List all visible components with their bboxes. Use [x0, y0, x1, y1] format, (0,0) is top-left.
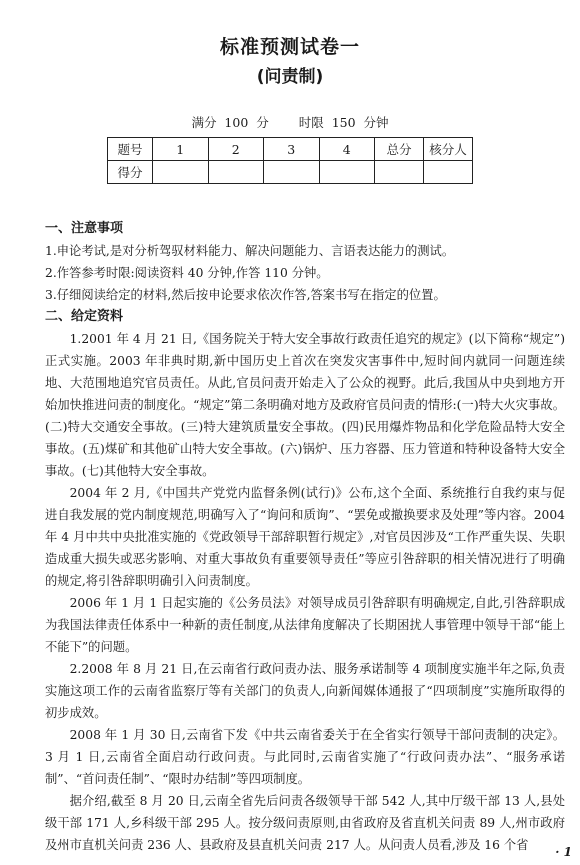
- full-score: 满分 100 分: [191, 115, 269, 130]
- score-row-label: 得分: [108, 161, 153, 184]
- score-header-cell: 1: [153, 138, 209, 161]
- material-paragraph: 2008 年 1 月 30 日,云南省下发《中共云南省委关于在全省实行领导干部问责制的决定》。3 月 1 日,云南省全面启动行政问责。与此同时,云南省实施了“行政问责办法”、“服务承诺制”、“首问责任制”、“限时办结制”等四项制度。: [45, 728, 565, 786]
- score-header-cell: 3: [264, 138, 320, 161]
- note-item: 1.申论考试,是对分析驾驭材料能力、解决问题能力、言语表达能力的测试。: [45, 244, 455, 258]
- score-cell: [424, 161, 473, 184]
- score-table-header-row: [108, 138, 473, 161]
- score-header-cell: 总分: [375, 138, 424, 161]
- score-cell: [264, 161, 320, 184]
- material-paragraph: 2.2008 年 8 月 21 日,在云南省行政问责办法、服务承诺制等 4 项制度实施半年之际,负责实施这项工作的云南省监察厅等有关部门的负责人,向新闻媒体通报了“四项制度”实施所取得的初步成效。: [45, 662, 565, 720]
- material-paragraph: 据介绍,截至 8 月 20 日,云南全省先后问责各级领导干部 542 人,其中厅级干部 13 人,县处级干部 171 人,乡科级干部 295 人。按分级问责原则,由省政府及省直机关问责 89 人,州市政府及州市直机关问责 236 人、县政府及县直机关问责 217 人。从问责人员看,涉及 16 个省: [45, 794, 565, 852]
- page-title: 标准预测试卷一: [219, 36, 360, 58]
- score-cell: [153, 161, 209, 184]
- material-paragraph: 1.2001 年 4 月 21 日,《国务院关于特大安全事故行政责任追究的规定》(以下简称“规定”)正式实施。2003 年非典时期,新中国历史上首次在突发灾害事件中,短时间内就同一问题连续地、大范围地追究官员责任。从此,官员问责开始走入了公众的视野。此后,我国从中央到地方开始加快推进问责的制度化。“规定”第二条明确对地方及政府官员问责的情形:(一)特大火灾事故。(二)特大交通安全事故。(三)特大建筑质量安全事故。(四)民用爆炸物品和化学危险品特大安全事故。(五)煤矿和其他矿山特大安全事故。(六)锅炉、压力容器、压力管道和特种设备特大安全事故。(七)其他特大安全事故。: [45, 332, 565, 478]
- score-cell: [375, 161, 424, 184]
- score-header-cell: 4: [319, 138, 375, 161]
- note-item: 2.作答参考时限:阅读资料 40 分钟,作答 110 分钟。: [45, 266, 329, 280]
- material-paragraph: 2004 年 2 月,《中国共产党党内监督条例(试行)》公布,这个全面、系统推行自我约束与促进自我发展的党内制度规范,明确写入了“询问和质询”、“罢免或撤换要求及处理”等内容。2004 年 4 月中共中央批准实施的《党政领导干部辞职暂行规定》,对官员因涉及“工作严重失误、失职造成重大损失或恶劣影响、对重大事故负有重要领导责任”等应引咎辞职的相关情况进行了明确的规定,将引咎辞职明确引入问责制度。: [45, 486, 565, 588]
- section-heading-materials: 二、给定资料: [45, 309, 124, 324]
- note-item: 3.仔细阅读给定的材料,然后按申论要求依次作答,答案书写在指定的位置。: [45, 288, 446, 302]
- score-header-cell: 题号: [108, 138, 153, 161]
- score-header-cell: 2: [208, 138, 264, 161]
- exam-meta: [0, 113, 580, 131]
- section-heading-notes: 一、注意事项: [45, 221, 124, 236]
- score-table: [107, 137, 473, 184]
- score-header-cell: 核分人: [424, 138, 473, 161]
- exam-content: [45, 218, 565, 856]
- score-cell: [319, 161, 375, 184]
- page-number: · 1: [555, 845, 572, 859]
- material-paragraph: 2006 年 1 月 1 日起实施的《公务员法》对领导成员引咎辞职有明确规定,自此,引咎辞职成为我国法律责任体系中一种新的责任制度,从法律角度解决了长期困扰人事管理中领导干部“能上不能下”的问题。: [45, 596, 565, 654]
- score-table-score-row: [108, 161, 473, 184]
- page-subtitle: (问责制): [256, 67, 324, 87]
- score-cell: [208, 161, 264, 184]
- time-limit: 时限 150 分钟: [298, 115, 389, 130]
